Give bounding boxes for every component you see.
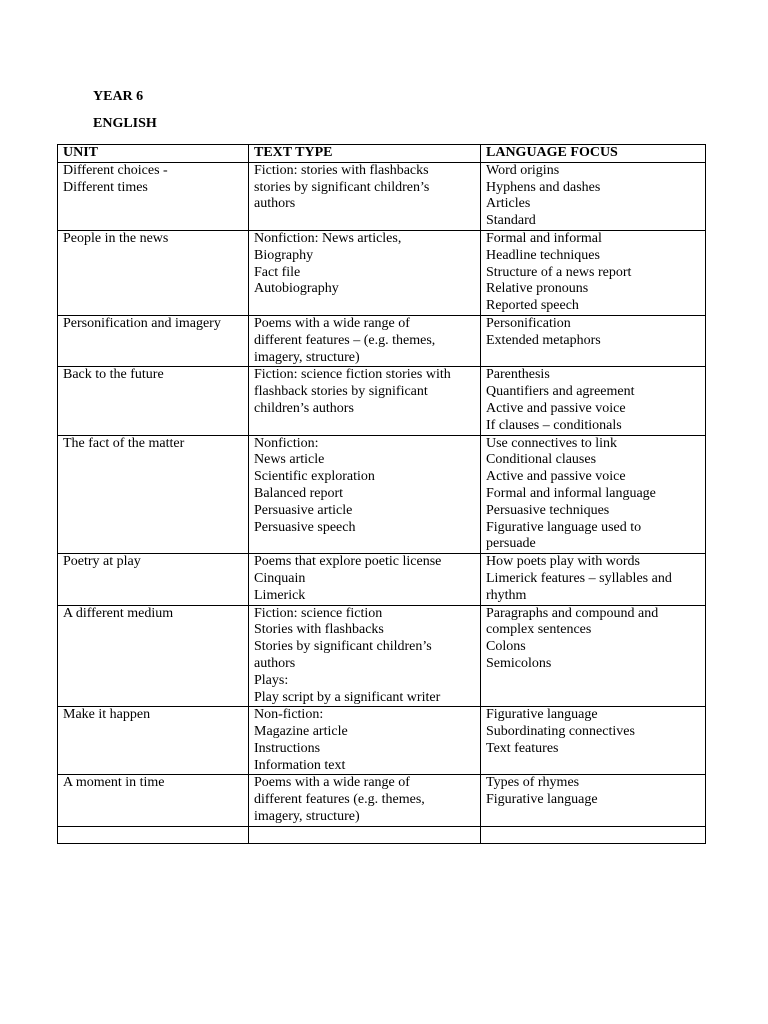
language-focus-cell [481, 775, 706, 826]
unit-cell [58, 707, 249, 775]
cell-line: Parenthesis [486, 367, 550, 383]
cell-line: Persuasive article [254, 502, 353, 518]
cell-line: Formal and informal [486, 230, 602, 246]
cell-line: persuade [486, 536, 536, 552]
text-type-cell [249, 162, 481, 230]
cell-line: Information text [254, 757, 346, 773]
unit-cell [58, 367, 249, 435]
cell-line: complex sentences [486, 622, 592, 638]
cell-line: Fiction: science fiction stories with [254, 367, 451, 383]
cell-line: Active and passive voice [486, 469, 626, 485]
cell-line: Persuasive techniques [486, 502, 610, 518]
cell-line: Text features [486, 740, 559, 756]
cell-line: authors [254, 196, 296, 212]
cell-line: Limerick [254, 587, 306, 603]
table-row [58, 707, 706, 775]
language-focus-cell [481, 367, 706, 435]
table-row [58, 775, 706, 826]
cell-line: Extended metaphors [486, 332, 601, 348]
cell-line: Paragraphs and compound and [486, 605, 659, 621]
cell-line: Non-fiction: [254, 707, 324, 723]
table-header-row [58, 145, 706, 163]
unit-cell [58, 775, 249, 826]
cell-line: different features (e.g. themes, [254, 792, 425, 808]
cell-line: Instructions [254, 740, 321, 756]
text-type-cell [249, 554, 481, 605]
subject-heading: ENGLISH [93, 116, 157, 131]
cell-line: Poems with a wide range of [254, 775, 410, 791]
empty-cell [249, 826, 481, 843]
cell-line: authors [254, 655, 296, 671]
cell-line: Types of rhymes [486, 775, 580, 791]
language-focus-cell [481, 230, 706, 315]
table-row [58, 605, 706, 707]
cell-line: Cinquain [254, 570, 306, 586]
cell-line: Stories with flashbacks [254, 622, 384, 638]
cell-line: Poetry at play [63, 554, 141, 570]
column-header-text-type: TEXT TYPE [249, 145, 481, 163]
cell-line: Conditional clauses [486, 452, 597, 468]
cell-line: A different medium [63, 605, 174, 621]
unit-cell [58, 315, 249, 366]
cell-line: Hyphens and dashes [486, 179, 601, 195]
cell-line: flashback stories by significant [254, 384, 428, 400]
unit-cell [58, 162, 249, 230]
unit-cell [58, 605, 249, 707]
cell-line: Personification and imagery [63, 315, 221, 331]
cell-line: Back to the future [63, 367, 164, 383]
language-focus-cell [481, 554, 706, 605]
text-type-cell [249, 605, 481, 707]
cell-line: Nonfiction: News articles, [254, 230, 402, 246]
table-body [58, 162, 706, 843]
cell-line: People in the news [63, 230, 169, 246]
table-row [58, 554, 706, 605]
cell-line: Play script by a significant writer [254, 689, 441, 705]
cell-line: Nonfiction: [254, 435, 319, 451]
cell-line: Fiction: science fiction [254, 605, 383, 621]
cell-line: Active and passive voice [486, 400, 626, 416]
text-type-cell [249, 775, 481, 826]
text-type-cell [249, 707, 481, 775]
cell-line: Biography [254, 247, 314, 263]
cell-line: Articles [486, 196, 531, 212]
empty-cell [58, 826, 249, 843]
text-type-cell [249, 315, 481, 366]
unit-cell [58, 554, 249, 605]
cell-line: children’s authors [254, 400, 354, 416]
cell-line: Magazine article [254, 724, 348, 740]
cell-line: Scientific exploration [254, 469, 375, 485]
cell-line: stories by significant children’s [254, 179, 430, 195]
table-row [58, 230, 706, 315]
cell-line: Formal and informal language [486, 485, 656, 501]
cell-line: Subordinating connectives [486, 724, 635, 740]
text-type-cell [249, 435, 481, 554]
cell-line: rhythm [486, 587, 527, 603]
language-focus-cell [481, 605, 706, 707]
cell-line: Persuasive speech [254, 519, 356, 535]
cell-line: Poems with a wide range of [254, 315, 410, 331]
cell-line: Standard [486, 213, 536, 229]
empty-row [58, 826, 706, 843]
cell-line: Fact file [254, 264, 301, 280]
cell-line: imagery, structure) [254, 809, 360, 825]
cell-line: Quantifiers and agreement [486, 384, 635, 400]
cell-line: Fiction: stories with flashbacks [254, 162, 429, 178]
cell-line: Semicolons [486, 655, 552, 671]
cell-line: Make it happen [63, 707, 151, 723]
unit-cell [58, 435, 249, 554]
cell-line: Poems that explore poetic license [254, 554, 442, 570]
cell-line: If clauses – conditionals [486, 417, 622, 433]
cell-line: Use connectives to link [486, 435, 618, 451]
cell-line: How poets play with words [486, 554, 640, 570]
cell-line: Figurative language [486, 792, 598, 808]
cell-line: Personification [486, 315, 571, 331]
cell-line: News article [254, 452, 325, 468]
language-focus-cell [481, 435, 706, 554]
cell-line: Figurative language [486, 707, 598, 723]
cell-line: Structure of a news report [486, 264, 632, 280]
unit-cell [58, 230, 249, 315]
cell-line: Limerick features – syllables and [486, 570, 672, 586]
cell-line: Autobiography [254, 281, 339, 297]
column-header-language-focus: LANGUAGE FOCUS [481, 145, 706, 163]
cell-line: A moment in time [63, 775, 165, 791]
cell-line: imagery, structure) [254, 349, 360, 365]
language-focus-cell [481, 162, 706, 230]
text-type-cell [249, 367, 481, 435]
column-header-unit: UNIT [58, 145, 249, 163]
language-focus-cell [481, 707, 706, 775]
cell-line: Plays: [254, 672, 289, 688]
cell-line: Stories by significant children’s [254, 639, 432, 655]
cell-line: Balanced report [254, 485, 344, 501]
curriculum-table [57, 144, 706, 844]
table-row [58, 162, 706, 230]
year-heading: YEAR 6 [93, 89, 144, 104]
table-row [58, 315, 706, 366]
cell-line: Colons [486, 639, 526, 655]
cell-line: different features – (e.g. themes, [254, 332, 436, 348]
cell-line: Different times [63, 179, 148, 195]
cell-line: The fact of the matter [63, 435, 185, 451]
cell-line: Reported speech [486, 298, 579, 314]
cell-line: Word origins [486, 162, 560, 178]
table-row [58, 367, 706, 435]
cell-line: Headline techniques [486, 247, 600, 263]
language-focus-cell [481, 315, 706, 366]
cell-line: Different choices - [63, 162, 168, 178]
empty-cell [481, 826, 706, 843]
table-row [58, 435, 706, 554]
cell-line: Figurative language used to [486, 519, 642, 535]
cell-line: Relative pronouns [486, 281, 589, 297]
text-type-cell [249, 230, 481, 315]
